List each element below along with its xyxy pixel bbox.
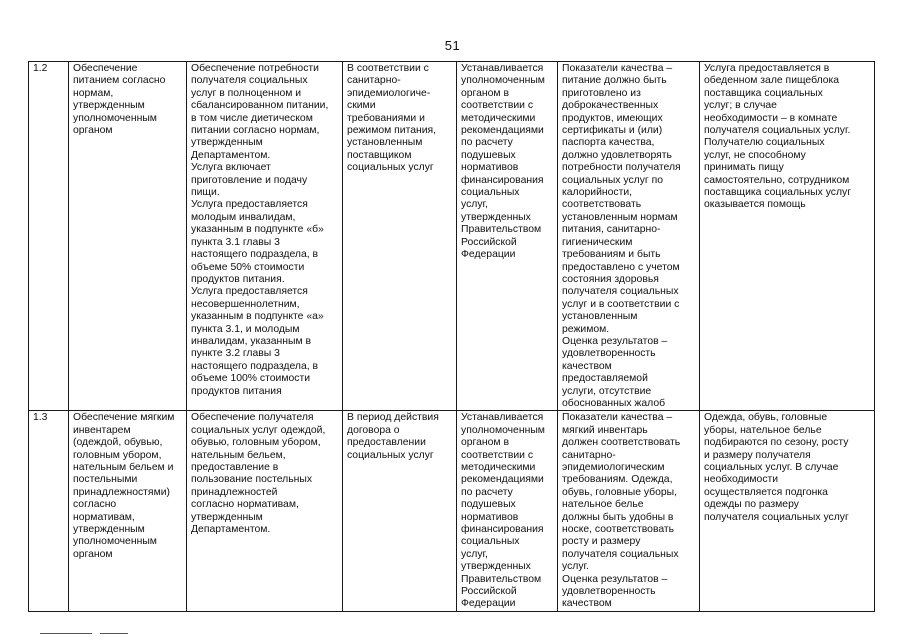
table-row	[29, 62, 875, 411]
quality-indicators-cell: Показатели качества – питание должно быть приготовлено из доброкачественных продуктов, имеющих сертификаты и (или) паспорта качества, должно удовлетворять потребности получателя социальных услуг по калорийности, соответствовать установленным нормам питания, санитарно- гигиеническим требованиям и быть предоставлено с учетом состояния здоровья получателя социальных услуг и в соответствии с установленным режимом. Оценка результатов – удовлетворенность качеством предоставляемой услуги, отсутствие обоснованных жалоб	[558, 62, 700, 411]
service-term-cell: В период действия договора о предоставлении социальных услуг	[343, 411, 457, 612]
tariff-cell: Устанавливается уполномоченным органом в соответствии с методическими рекомендациями по расчету подушевых нормативов финансирования социальных услуг, утвержденных Правительством Российской Федерации	[457, 411, 558, 612]
page-number: 51	[444, 38, 461, 53]
service-term-cell: В соответствии с санитарно- эпидемиологиче- скими требованиями и режимом питания, установленным поставщиком социальных услуг	[343, 62, 457, 411]
tariff-cell: Устанавливается уполномоченным органом в соответствии с методическими рекомендациями по расчету подушевых нормативов финансирования социальных услуг, утвержденных Правительством Российской Федерации	[457, 62, 558, 411]
service-name-cell: Обеспечение мягким инвентарем (одеждой, обувью, головным убором, нательным бельем и постельными принадлежностями) согласно нормативам, утвержденным уполномоченным органом	[69, 411, 187, 612]
service-name-cell: Обеспечение питанием согласно нормам, утвержденным уполномоченным органом	[69, 62, 187, 411]
scan-mark	[40, 633, 92, 634]
row-number: 1.2	[29, 62, 69, 411]
table-row	[29, 411, 875, 612]
services-table	[28, 61, 875, 612]
service-description-cell: Обеспечение потребности получателя социальных услуг в полноценном и сбалансированном питании, в том числе диетическом питании согласно нормам, утвержденным Департаментом. Услуга включает приготовление и подачу пищи. Услуга предоставляется молодым инвалидам, указанным в подпункте «б» пункта 3.1 главы 3 настоящего подраздела, в объеме 50% стоимости продуктов питания. Услуга предоставляется несовершеннолетним, указанным в подпункте «а» пункта 3.1, и молодым инвалидам, указанным в пункте 3.2 главы 3 настоящего подраздела, в объеме 100% стоимости продуктов питания	[187, 62, 343, 411]
scan-mark	[100, 633, 128, 634]
service-description-cell: Обеспечение получателя социальных услуг одеждой, обувью, головным убором, нательным бельем, предоставление в пользование постельных принадлежностей согласно нормативам, утвержденным Департаментом.	[187, 411, 343, 612]
conditions-cell: Услуга предоставляется в обеденном зале пищеблока поставщика социальных услуг; в случае необходимости – в комнате получателя социальных услуг. Получателю социальных услуг, не способному принимать пищу самостоятельно, сотрудником поставщика социальных услуг оказывается помощь	[700, 62, 875, 411]
quality-indicators-cell: Показатели качества – мягкий инвентарь должен соответствовать санитарно- эпидемиологическим требованиям. Одежда, обувь, головные уборы, нательное белье должны быть удобны в носке, соответствовать росту и размеру получателя социальных услуг. Оценка результатов – удовлетворенность качеством	[558, 411, 700, 612]
conditions-cell: Одежда, обувь, головные уборы, нательное белье подбираются по сезону, росту и размеру получателя социальных услуг. В случае необходимости осуществляется подгонка одежды по размеру получателя социальных услуг	[700, 411, 875, 612]
row-number: 1.3	[29, 411, 69, 612]
